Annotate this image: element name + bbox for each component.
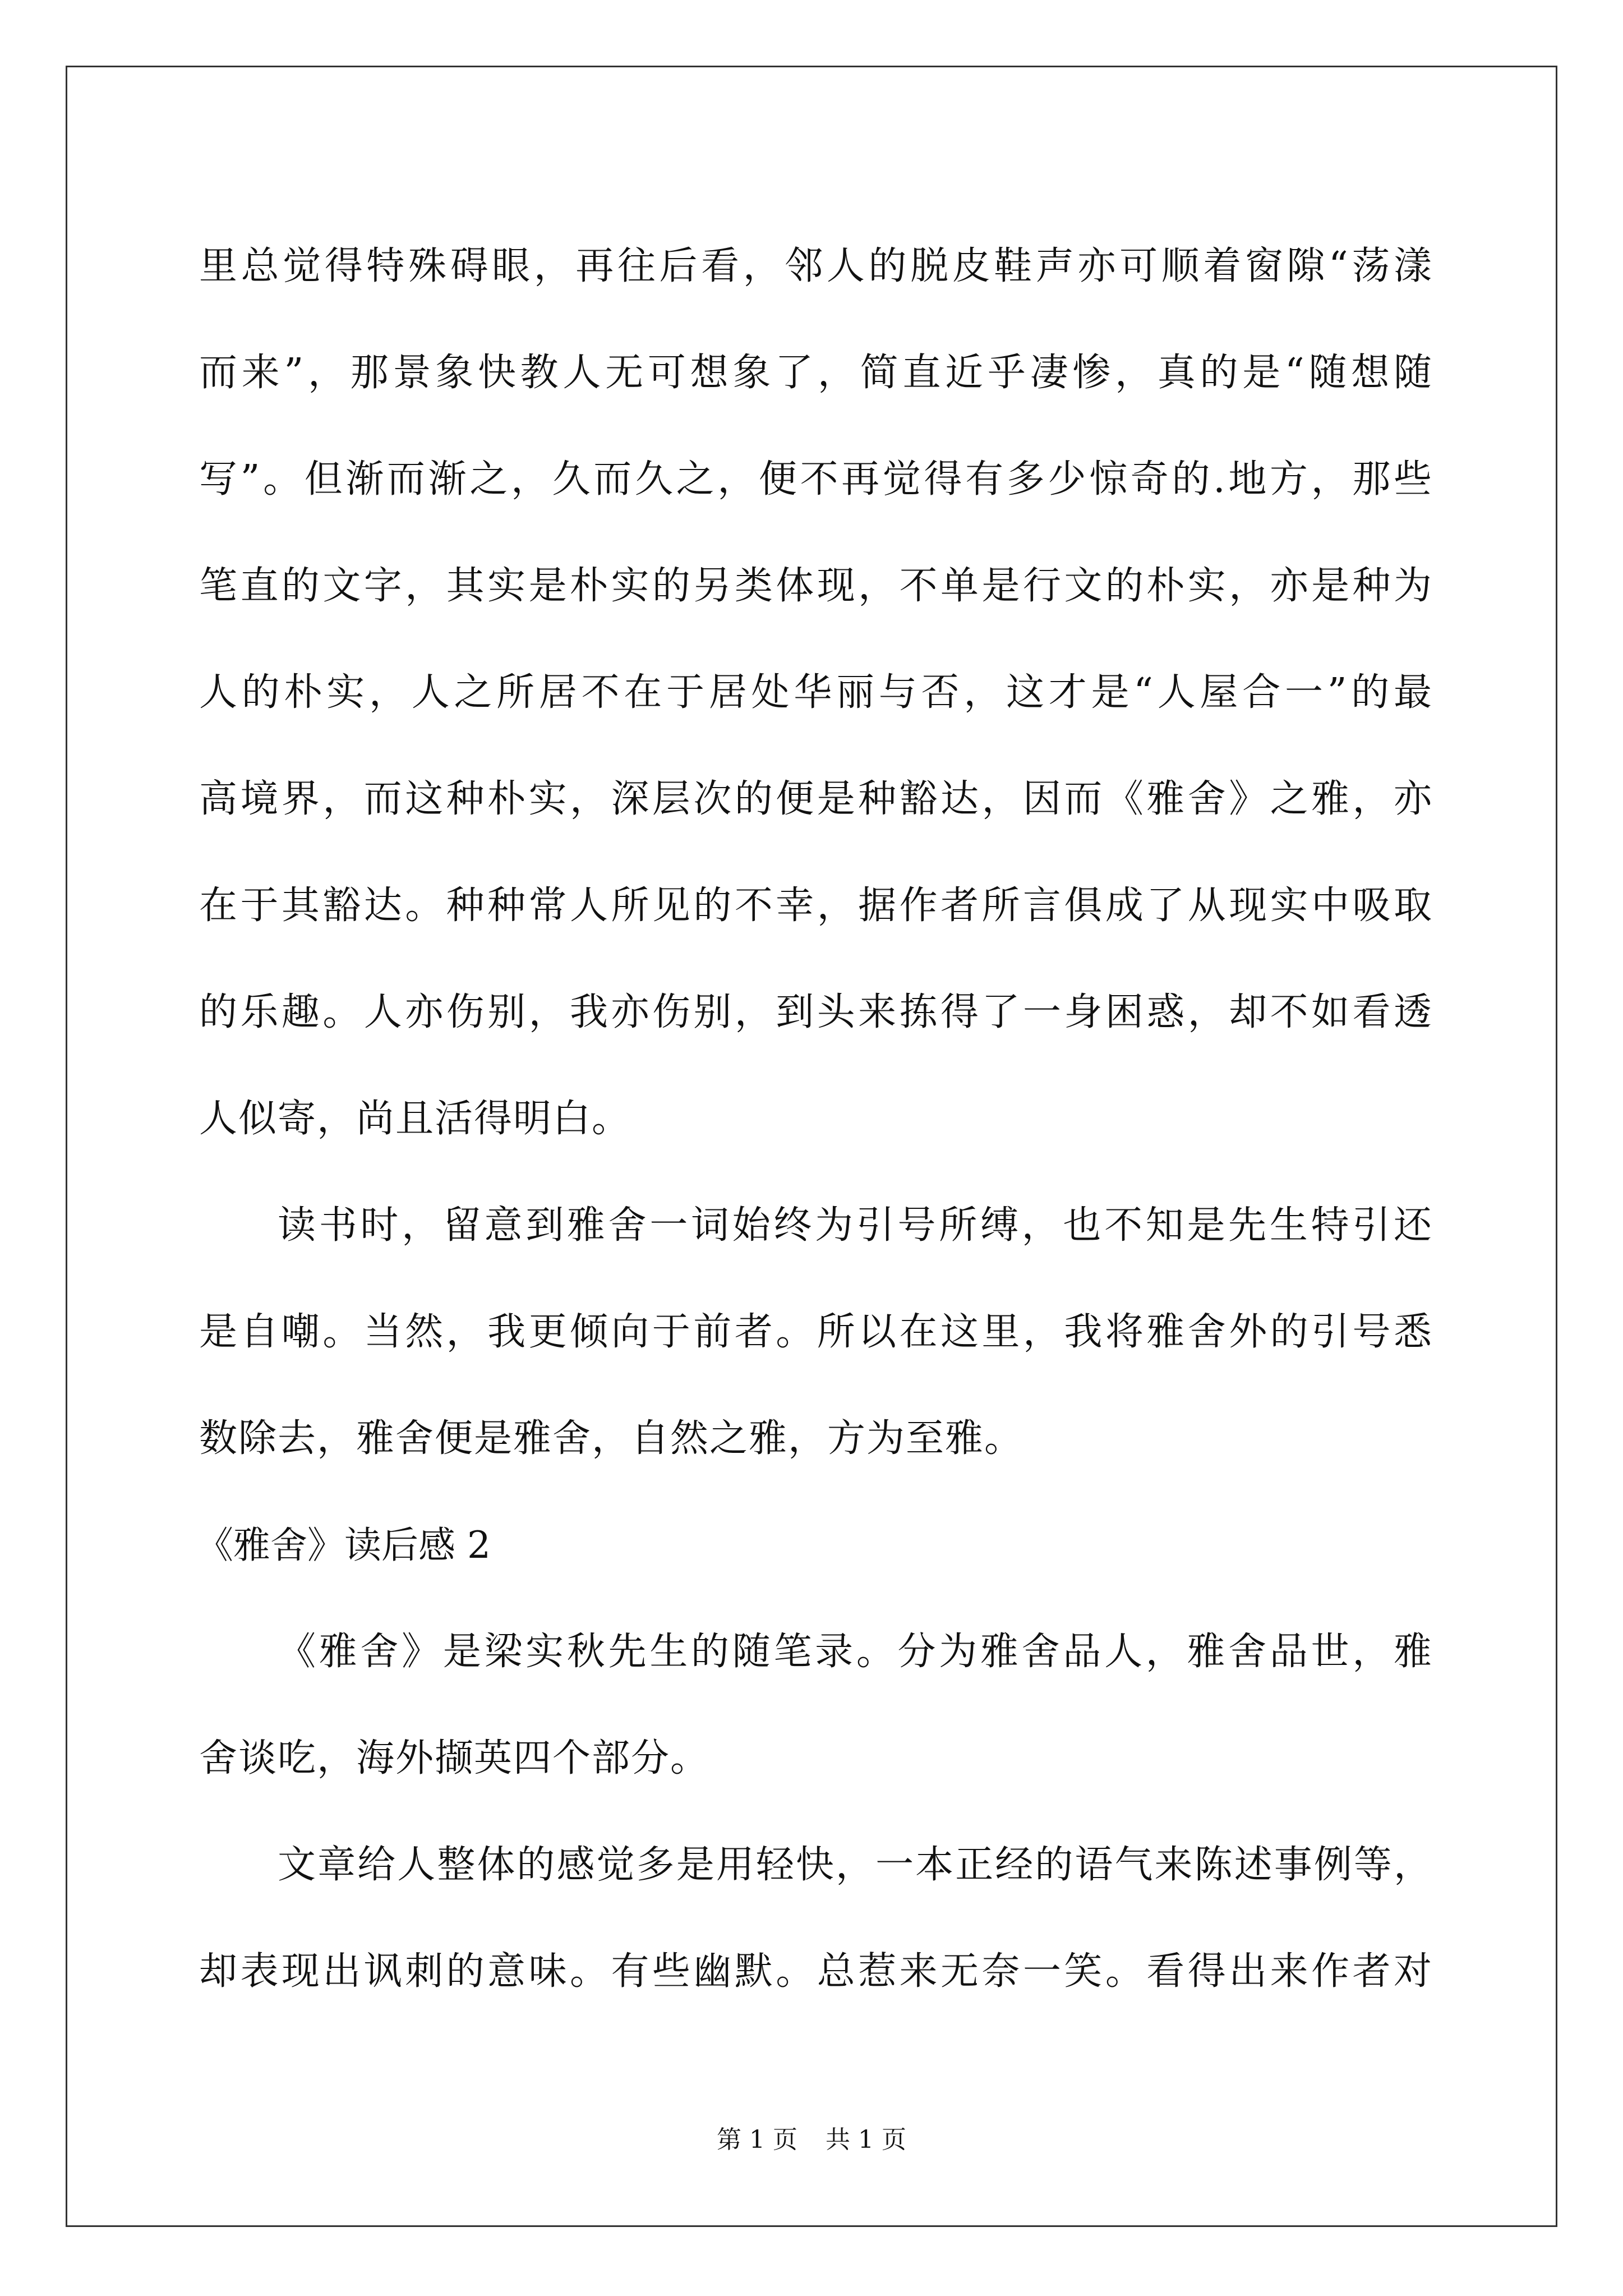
text-line: 文章给人整体的感觉多是用轻快，一本正经的语气来陈述事例等， (278, 1843, 1433, 1887)
text-line: 数除去，雅舍便是雅舍，自然之雅，方为至雅。 (199, 1416, 1024, 1461)
text-line: 里总觉得特殊碍眼，再往后看，邻人的脱皮鞋声亦可顺着窗隙“荡漾 (199, 244, 1433, 288)
text-line: 却表现出讽刺的意味。有些幽默。总惹来无奈一笑。看得出来作者对 (199, 1949, 1433, 1994)
page-footer (0, 2119, 1623, 2155)
text-line: 的乐趣。人亦伤别，我亦伤别，到头来拣得了一身困惑，却不如看透 (199, 990, 1433, 1034)
document-body (196, 213, 1433, 2025)
text-line: 舍谈吃，海外撷英四个部分。 (199, 1736, 710, 1780)
paragraph-3 (199, 1599, 1433, 1812)
text-line: 人的朴实，人之所居不在于居处华丽与否，这才是“人屋合一”的最 (199, 670, 1433, 715)
paragraph-2 (199, 1172, 1433, 1492)
text-line: 在于其豁达。种种常人所见的不幸，据作者所言俱成了从现实中吸取 (199, 884, 1433, 928)
page-number: 第 1 页 (717, 2125, 797, 2154)
text-line: 写”。但渐而渐之，久而久之，便不再觉得有多少惊奇的.地方，那些 (199, 457, 1433, 501)
text-line: 而来”，那景象快教人无可想象了，简直近乎凄惨，真的是“随想随 (199, 351, 1433, 395)
text-line: 人似寄，尚且活得明白。 (199, 1097, 631, 1141)
text-line: 《雅舍》是梁实秋先生的随笔录。分为雅舍品人，雅舍品世，雅 (278, 1630, 1433, 1674)
text-line: 笔直的文字，其实是朴实的另类体现，不单是行文的朴实，亦是种为 (199, 564, 1433, 608)
text-line: 读书时，留意到雅舍一词始终为引号所缚，也不知是先生特引还 (278, 1203, 1433, 1248)
text-line: 是自嘲。当然，我更倾向于前者。所以在这里，我将雅舍外的引号悉 (199, 1310, 1433, 1354)
section-heading: 《雅舍》读后感 2 (196, 1524, 491, 1567)
paragraph-1 (199, 213, 1433, 1172)
paragraph-4 (199, 1812, 1433, 2025)
text-line: 高境界，而这种朴实，深层次的便是种豁达，因而《雅舍》之雅，亦 (199, 777, 1433, 821)
page-total: 共 1 页 (826, 2125, 906, 2154)
